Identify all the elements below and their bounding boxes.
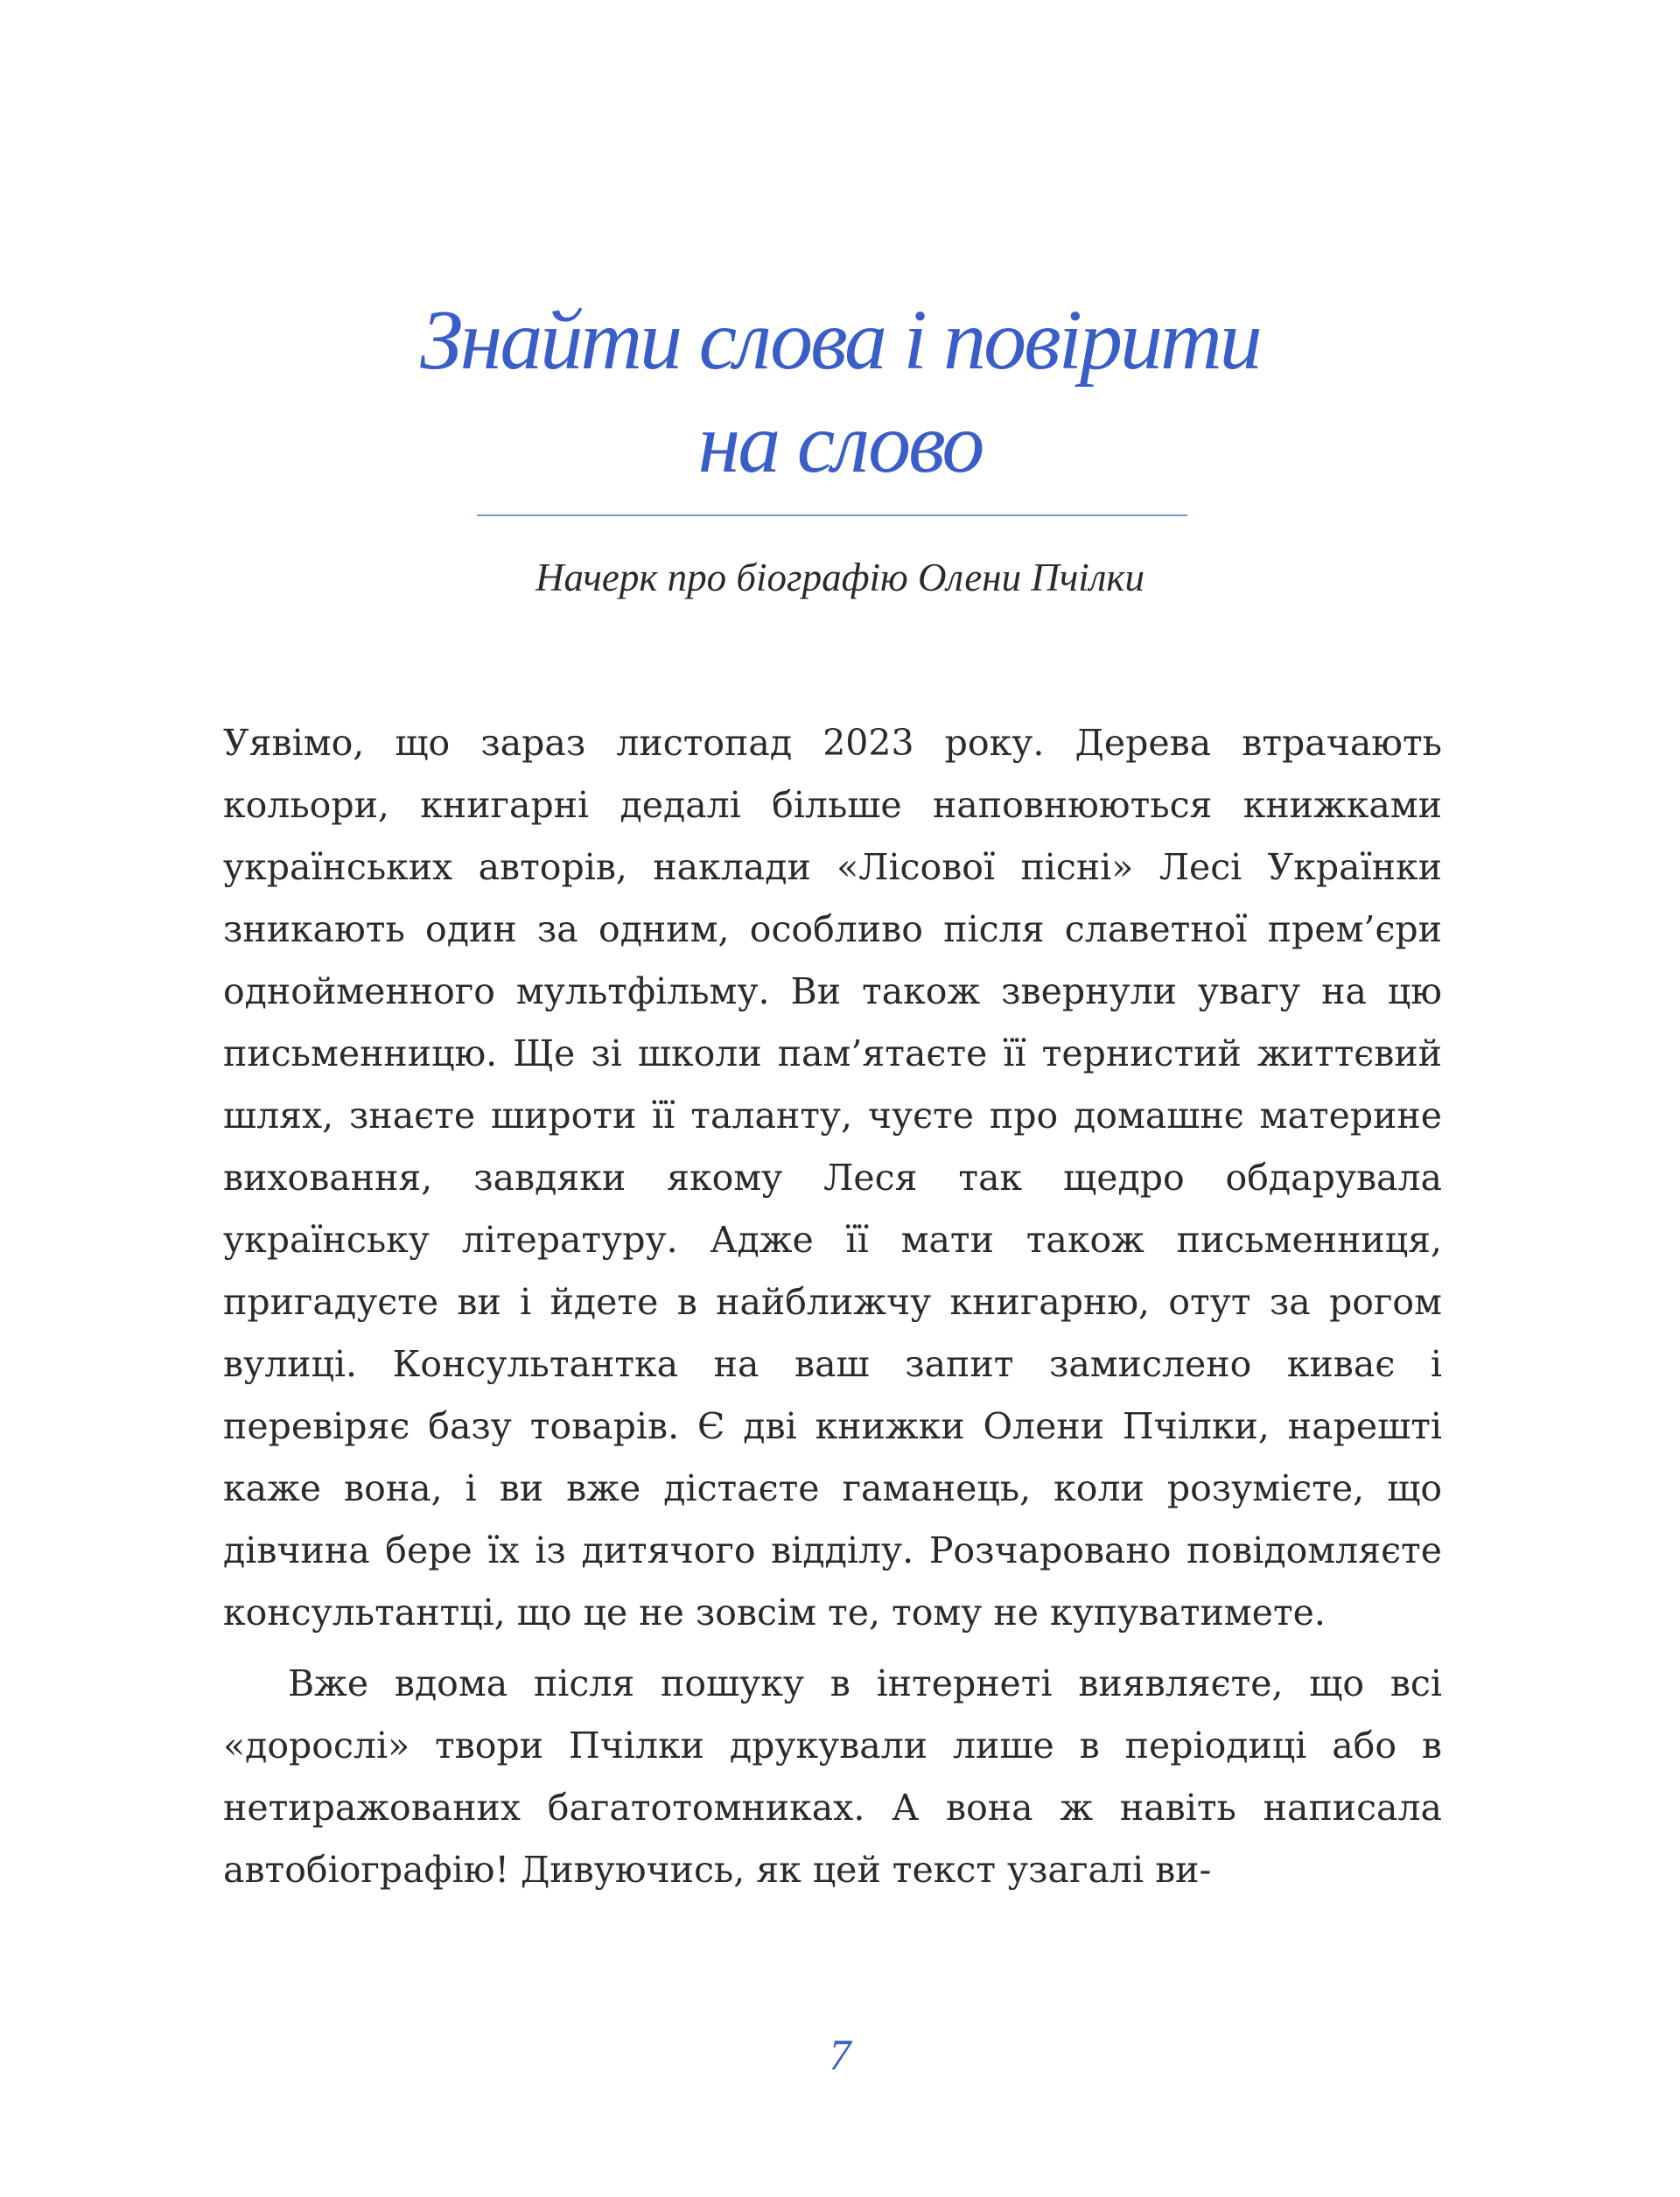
body-text (223, 712, 1442, 1901)
title-divider (477, 514, 1187, 516)
chapter-title-line-2: на слово (697, 396, 983, 491)
chapter-title-line-1: Знайти слова і повірити (420, 293, 1260, 388)
paragraph-1: Уявімо, що зараз листопад 2023 року. Дерева втрачають кольори, книгарні дедалі більше наповнюються книжками українських авторів, наклади «Лісової пісні» Лесі Українки зникають один за одним, особливо після славетної прем’єри однойменного мультфільму. Ви також звернули увагу на цю письменницю. Ще зі школи пам’ятаєте її тернистий життєвий шлях, знаєте широти її таланту, чуєте про домашнє материне виховання, завдяки якому Леся так щедро обдарувала українську літературу. Адже її мати також письменниця, пригадуєте ви і йдете в найближчу книгарню, отут за рогом вулиці. Консультантка на ваш запит замислено киває і перевіряє базу товарів. Є дві книжки Олени Пчілки, нарешті каже вона, і ви вже дістаєте гаманець, коли розумієте, що дівчина бере їх із дитячого відділу. Розчаровано повідомляєте консультантці, що це не зовсім те, тому не купуватимете. (223, 722, 1442, 1634)
chapter-title (0, 289, 1680, 495)
page-number: 7 (829, 2030, 851, 2079)
chapter-subtitle: Начерк про біографію Олени Пчілки (536, 556, 1144, 599)
paragraph-2: Вже вдома після пошуку в інтернеті виявляєте, що всі «дорослі» твори Пчілки друкували лише в періодиці або в нетиражованих багатотомниках. А вона ж навіть написала автобіографію! Дивуючись, як цей текст узагалі ви- (223, 1662, 1442, 1891)
